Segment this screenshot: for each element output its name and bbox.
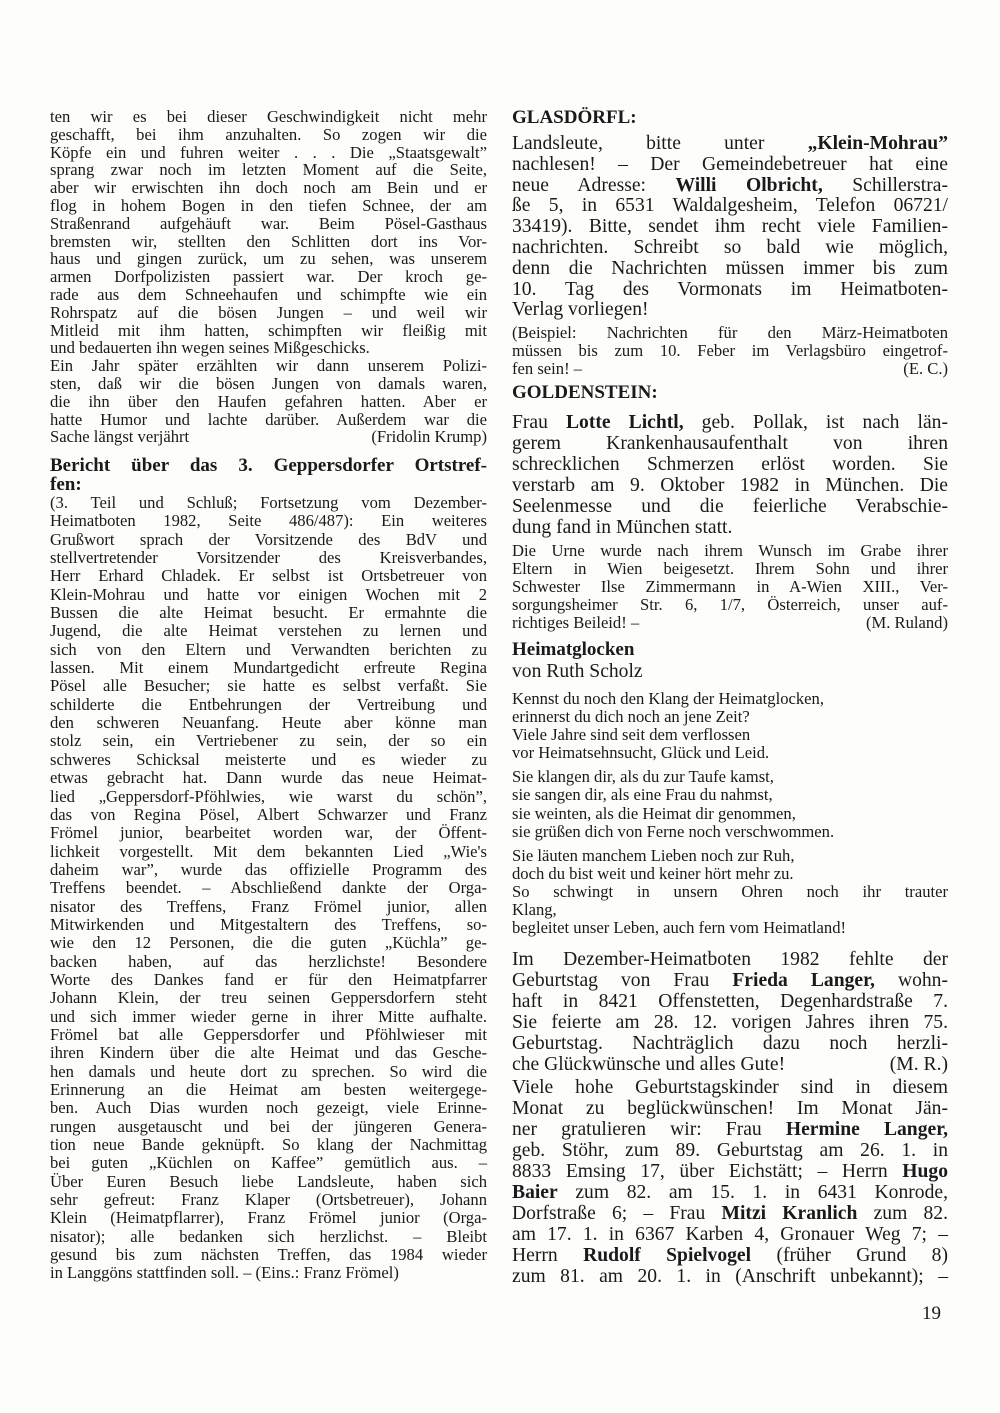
text-line: Bericht über das 3. Geppersdorfer Ortstref- [50,455,487,476]
text-line: schrecklichen Schmerzen erlöst worden. Sie [512,454,948,475]
text-line [512,360,948,378]
text-line: Über Euren Besuch liebe Landsleute, haben sich [50,1171,487,1191]
poem-author [512,661,948,682]
line-text: che Glückwünsche und alles Gute! [512,1054,786,1075]
page-number: 19 [922,1303,941,1324]
text-line: (3. Teil und Schluß; Fortsetzung vom Dezember- [50,493,487,512]
line-text: richtiges Beileid! – [512,613,640,633]
paragraph [512,690,948,762]
text-line: Frömel bat alle Geppersdorfer und Pföhlwieser mit [50,1024,487,1044]
text-line: sie sangen dir, als eine Frau du nahmst, [512,785,773,805]
goldenstein-body [512,412,948,538]
text-line: Herrn Rudolf Spielvogel (früher Grund 8) [512,1245,948,1266]
text-line: den schweren Neuanfang. Heute aber könne man [50,713,487,733]
text-line: ner gratulieren wir: Frau Hermine Langer, [512,1119,948,1140]
text-line: Klein-Mohrau und hatte vor einigen Wochen mit 2 [50,584,487,604]
goldenstein-note [512,542,948,632]
text-line: lichkeit vorgestellt. Mit dem bekannten Lied „Wie's [50,841,487,861]
text-line: lassen. Mit einem Mundartgedicht erfreute Regina [50,658,487,678]
attribution: (M. R.) [889,1054,948,1075]
text-line: Klein (Heimatpflarrer), Franz Frömel junior (Orga- [50,1208,487,1228]
text-line: am 17. 1. in 6367 Karben 4, Gronauer Weg 7; – [512,1224,948,1245]
birthday-list [512,1077,948,1287]
text-line: die ihn über den Haufen gefahren hatten. Aber er [50,391,487,411]
text-line: schilderte die Entbehrungen der Vertreibung und [50,694,487,714]
belated-birthday [512,949,948,1075]
text-line: ihren Kindern über die alte Heimat und das Gesche- [50,1043,487,1063]
text-line: sprang zwar noch im letzten Moment auf die Seite, [50,160,487,180]
text-line: Heimatboten 1982, Seite 486/487): Ein weiteres [50,511,487,531]
poem-title [512,640,948,659]
text-line: wie den 12 Personen, die die guten „Küchla” ge- [50,933,487,953]
text-line: stolz sein, ein Vertriebener zu sein, der so ein [50,731,487,751]
text-line: begleitet unser Leben, auch fern vom Heimatland! [512,918,847,938]
text-line: haft in 8421 Offenstetten, Degenhardstraße 7. [512,991,948,1012]
paragraph [512,640,948,659]
text-line: Sie läuten manchem Lieben noch zur Ruh, [512,845,795,865]
text-line: 33419). Bitte, sendet ihm recht viele Familien- [512,216,948,238]
paragraph [512,383,948,402]
goldenstein-heading [512,383,948,402]
text-line: bei guten „Küchlen on Kaffee” gemütlich aus. – [50,1153,487,1173]
text-line: rade aus dem Schneehaufen und schimpfte wie ein [50,284,487,304]
text-line: Grußwort sprach der Vorsitzende des BdV und [50,529,487,549]
text-line: etwas gebracht hat. Dann wurde das neue Heimat- [50,768,487,788]
text-line: hatte Humor und lachte darüber. Außerdem war die [50,409,487,429]
text-line [512,614,948,632]
text-line: gerem Krankenhausaufenthalt von ihren [512,433,948,454]
text-line: Geburtstag von Frau Frieda Langer, wohn- [512,970,949,991]
text-line: Eltern in Wien beigesetzt. Ihrem Sohn und ihrer [512,559,948,579]
text-line: Pösel alle Besucher; sie hatte es selbst verfaßt. Sie [50,676,487,696]
paragraph [512,768,948,840]
bold-name: Frieda Langer, [732,970,875,991]
text-line: Worte des Dankes fand er für den Heimatpfarrer [50,969,487,989]
text-line: GOLDENSTEIN: [512,382,658,403]
text-line: nisator des Treffens, Franz Frömel junior, allen [50,896,487,916]
text-line: 10. Tag des Vormonats im Heimatboten- [512,278,948,300]
text-line: Schwester Ilse Zimmermann in A-Wien XIII., Ver- [512,577,948,597]
text-line: So schwingt in unsern Ohren noch ihr trauter [512,881,948,901]
text-line: geschafft, bei ihm anzuhalten. So zogen wir die [50,124,487,144]
story-conclusion [50,108,487,446]
paragraph [512,108,948,127]
text-line: Viele hohe Geburtstagskinder sind in diesem [512,1077,948,1098]
paragraph [50,456,487,494]
text-line: vor Heimatsehnsucht, Glück und Leid. [512,743,770,763]
text-line: Jugend, die alte Heimat verstehen zu lernen und [50,621,487,641]
text-line: hen damals und heute dort zu sprechen. So wird die [50,1061,487,1081]
bold-name: Willi Olbricht, [675,174,823,196]
text-line: Treffens beendet. – Abschließend dankte der Orga- [50,878,487,898]
text-line: sorgungsheimer Str. 6, 1/7, Österreich, unser auf- [512,595,948,615]
paragraph [512,412,948,538]
text-line: Ein Jahr später erzählten wir dann unserem Polizi- [50,356,487,376]
text-line: daheim war”, wurde das offizielle Programm des [50,859,487,879]
attribution: (M. Ruland) [865,613,948,633]
paragraph [512,949,948,1075]
text-line: geb. Stöhr, zum 89. Geburtstag am 26. 1. in [512,1140,948,1161]
text-line: Bussen die alte Heimat besucht. Er ermahnte die [50,603,487,623]
text-line: Frömel junior, bearbeitet worden war, der Öffent- [50,823,487,843]
text-line: Kennst du noch den Klang der Heimatglocken, [512,689,824,708]
bold-name: Mitzi Kranlich [721,1203,858,1224]
text-line: Heimatglocken [512,639,635,660]
text-line: müssen bis zum 10. Feber im Verlagsbüro eingetrof- [512,341,948,361]
attribution: (E. C.) [903,359,948,379]
text-line: Baier zum 82. am 15. 1. in 6431 Konrode, [512,1182,948,1203]
text-line: verstarb am 9. Oktober 1982 in München. Die [512,475,948,496]
text-line: Viele Jahre sind seit dem verflossen [512,725,751,745]
bold-name: Lotte Lichtl, [565,412,684,433]
text-line: Monat zu beglückwünschen! Im Monat Jän- [512,1098,948,1119]
text-line: zum 81. am 20. 1. in (Anschrift unbekannt); – [512,1266,948,1287]
text-line: und sich immer wieder gerne in ihrer Mitte aufhalte. [50,1006,487,1026]
bold-name: Baier [512,1182,558,1203]
glasdoerfl-note [512,324,948,378]
paragraph [50,108,487,357]
paragraph [512,134,948,321]
text-line: Straßenrand aufgehäuft war. Beim Pösel-Gasthaus [50,213,487,233]
text-line: backen haben, auf das herzlichste! Besondere [50,951,487,971]
bold-name: „Klein-Mohrau” [807,133,948,154]
text-line: nisator); alle bedanken sich herzlichst. – Bleibt [50,1226,487,1246]
paragraph [512,1077,948,1287]
glasdoerfl-body [512,134,948,321]
paragraph [512,661,948,682]
text-line: armen Dorfpolizisten passiert war. Der kroch ge- [50,267,487,287]
text-line: Mitleid mit ihm hatten, schimpften wir fleißig mit [50,320,487,340]
text-line: ten wir es bei dieser Geschwindigkeit nicht mehr [50,107,487,126]
paragraph [50,494,487,1283]
text-line: ße 5, in 6531 Waldalgesheim, Telefon 06721/ [512,195,948,217]
text-line: und bedauerten ihn wegen seines Mißgeschicks. [50,338,370,358]
text-line: Klang, [512,900,557,920]
text-line [50,428,487,446]
text-line: sten, daß wir die bösen Jungen von damals waren, [50,373,487,393]
text-line: das von Regina Pösel, Albert Schwarzer und Franz [50,804,487,824]
text-line: sehr gefreut: Franz Klaper (Ortsbetreuer), Johann [50,1190,487,1210]
text-line: Seelenmesse und die feierliche Verabschie- [512,496,948,517]
text-line: nachlesen! – Der Gemeindebetreuer hat eine [512,153,948,175]
text-line: Erinnerung an die Heimat am besten weitergege- [50,1080,487,1099]
text-line: sie grüßen dich von Ferne noch verschwommen. [512,821,835,841]
text-line: dung fand in München statt. [512,517,733,538]
text-line: schweres Schicksal meisterte und es wieder zu [50,749,487,769]
line-text: fen sein! – [512,359,583,379]
paragraph [50,357,487,446]
text-line: Dorfstraße 6; – Frau Mitzi Kranlich zum 82. [512,1203,948,1224]
text-line: erinnerst du dich noch an jene Zeit? [512,707,750,727]
text-line: Geburtstag. Nachträglich dazu noch herzli- [512,1033,948,1054]
text-line: rungen ausgetauscht und bei der jüngeren Genera- [50,1116,487,1136]
text-line: Rohrspatz auf die bösen Jungen – und weil wir [50,302,487,322]
paragraph [512,542,948,632]
poem [512,690,948,937]
text-line: Landsleute, bitte unter „Klein-Mohrau” [512,133,948,154]
text-line: denn die Nachrichten müssen immer bis zum [512,257,948,279]
text-line: Mitwirkenden und Mitgestaltern des Treffens, so- [50,914,487,934]
text-line: sich von den Eltern und Verwandten berichten zu [50,639,487,659]
text-line: fen: [50,474,82,495]
text-line: doch du bist weit und keiner hört mehr zu. [512,863,794,883]
text-line: stellvertretender Vorsitzender des Kreisverbandes, [50,548,487,568]
text-line: GLASDÖRFL: [512,107,637,128]
text-line: bremsten wir, stellten den Schlitten dort ins Vor- [50,231,487,251]
line-text: Sache längst verjährt [50,427,190,447]
text-line: nachrichten. Schreibt so bald wie möglich, [512,236,948,258]
text-line: sie weinten, als die Heimat dir genommen, [512,803,796,823]
bold-name: Hugo [902,1161,948,1182]
paragraph [512,847,948,937]
text-line: Sie feierte am 28. 12. vorigen Jahres ihren 75. [512,1012,948,1033]
text-line: gesund bis zum nächsten Treffen, das 1984 wieder [50,1245,487,1265]
text-line: in Langgöns stattfinden soll. – (Eins.: Franz Frömel) [50,1263,399,1283]
text-line: Sie klangen dir, als du zur Taufe kamst, [512,767,774,787]
text-line: Köpfe ein und fuhren weiter . . . Die „Staatsgewalt” [50,142,487,162]
text-line: Herr Erhard Chladek. Er selbst ist Ortsbetreuer von [50,566,487,586]
glasdoerfl-heading [512,108,948,127]
text-line: 8833 Emsing 17, über Eichstätt; – Herrn Hugo [512,1161,948,1182]
text-line: haus und gingen zurück, um zu sehen, was unserem [50,249,487,269]
text-line: lied „Geppersdorf-Pföhlwies, wie warst du schön”, [50,786,487,806]
text-line: ben. Auch Dias wurden noch gezeigt, viele Erinne- [50,1098,487,1118]
text-line: Im Dezember-Heimatboten 1982 fehlte der [512,949,948,970]
report-heading [50,456,487,494]
text-line: Frau Lotte Lichtl, geb. Pollak, ist nach län- [512,412,948,433]
text-line: aber wir erwischten ihn doch noch am Bein und er [50,178,487,198]
attribution: (Fridolin Krump) [371,427,487,447]
text-line: Verlag vorliegen! [512,299,649,321]
bold-name: Rudolf Spielvogel [583,1245,752,1266]
text-line: flog in hohem Bogen in den tiefen Schnee, der am [50,195,487,215]
report-body [50,494,487,1283]
paragraph [512,324,948,378]
text-line: Johann Klein, der treu seinen Geppersdorfern steht [50,988,487,1008]
text-line: (Beispiel: Nachrichten für den März-Heimatboten [512,323,948,342]
bold-name: Hermine Langer, [785,1119,948,1140]
text-line: Die Urne wurde nach ihrem Wunsch im Grabe ihrer [512,541,948,560]
text-line: von Ruth Scholz [512,661,643,682]
text-line: neue Adresse: Willi Olbricht, Schillerstra- [512,174,948,196]
text-line [512,1054,948,1075]
text-line: tion neue Bande geknüpft. So klang der Nachmittag [50,1135,487,1155]
